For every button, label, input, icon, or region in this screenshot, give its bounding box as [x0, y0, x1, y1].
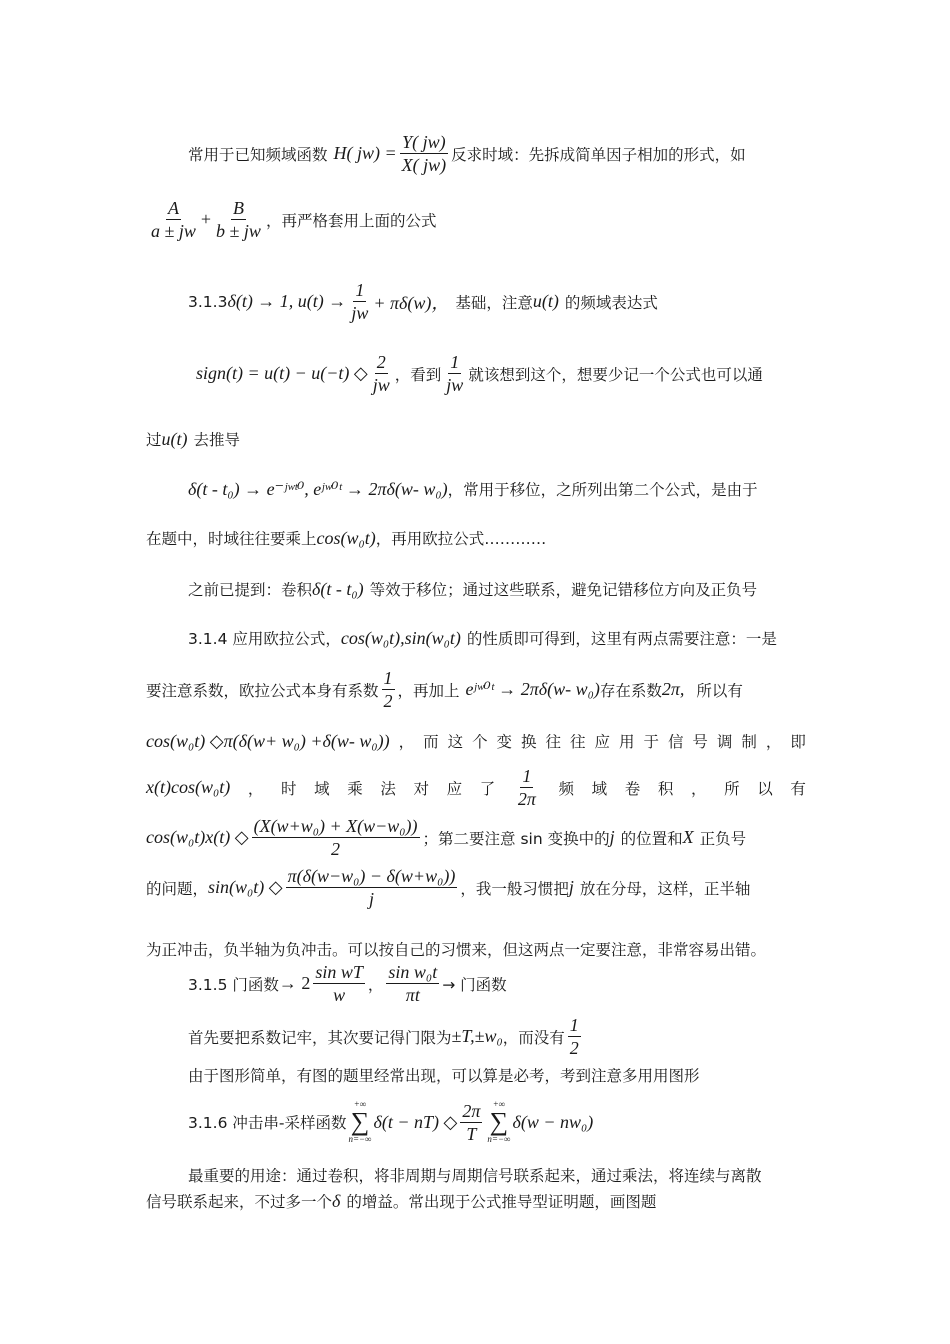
word: 时: [280, 779, 297, 798]
numerator: 2: [376, 352, 386, 372]
para-9: [188, 627, 806, 649]
math: j: [609, 827, 615, 847]
para-13: [146, 816, 806, 859]
denominator: j: [368, 889, 374, 909]
word: 于: [643, 733, 659, 751]
denominator: a ± jw: [151, 221, 196, 241]
text: ；第二要注意 sin 变换中的: [422, 829, 610, 848]
numerator: A: [167, 198, 179, 218]
text: 就该想到这个，想要少记一个公式也可以通: [468, 365, 763, 384]
denominator: jw: [446, 375, 464, 395]
text: 的问题，: [146, 879, 209, 898]
word: ，: [247, 779, 264, 798]
text: 基础，注意: [455, 293, 533, 312]
denominator: 2: [569, 1038, 579, 1058]
text: ，再加上: [397, 681, 460, 700]
numerator: 1: [450, 352, 460, 372]
text: ，而没有: [502, 1028, 565, 1047]
plus-sign: +: [200, 209, 212, 229]
word: 信: [667, 733, 684, 751]
para-4: [196, 352, 806, 395]
word: 法: [380, 779, 396, 798]
word: 乘: [347, 779, 363, 798]
word: 频: [558, 779, 574, 798]
math: δ(t - t₀) → e⁻ʲʷᵗ⁰, eʲʷ⁰ᵗ → 2πδ(w- w₀): [188, 478, 448, 499]
fraction: [460, 1101, 482, 1144]
text: 反求时域：先拆成简单因子相加的形式，如: [451, 145, 746, 164]
fraction: [313, 962, 365, 1005]
text: 在题中，时域往往要乘上: [146, 530, 317, 548]
numerator: 2π: [462, 1100, 481, 1121]
word: 往: [570, 733, 586, 751]
text: 所以有: [696, 681, 743, 700]
word: 有: [790, 779, 806, 798]
fraction: [349, 280, 370, 323]
math: + πδ(w)，: [373, 292, 450, 313]
para-12: [146, 766, 806, 809]
para-5: [146, 428, 806, 450]
text: ，: [367, 975, 384, 994]
word: 积: [657, 779, 674, 798]
para-15: [146, 938, 806, 960]
denominator: w: [333, 985, 346, 1005]
denominator: 2: [383, 691, 393, 711]
math: u(t): [161, 428, 188, 449]
math: δ: [332, 1190, 341, 1211]
word: 以: [757, 779, 773, 798]
word: 个: [472, 733, 488, 751]
word: 这: [447, 733, 464, 751]
para-3: [188, 280, 806, 323]
word: 而: [423, 733, 439, 751]
text: 的性质即可得到，这里有两点需要注意：一是: [466, 630, 777, 648]
word: 换: [521, 733, 537, 751]
text: 常用于已知频域函数: [188, 145, 328, 164]
para-7: [146, 527, 806, 549]
text: 存在系数: [599, 681, 662, 700]
word: 卷: [624, 779, 641, 798]
word: 往: [545, 733, 562, 751]
denominator: X( jw): [401, 155, 447, 175]
text: 信号联系起来，不过多一个: [146, 1193, 333, 1211]
fraction: [400, 132, 449, 175]
text: 的增益。常出现于公式推导型证明题，画图题: [346, 1193, 657, 1211]
math: sign(t) = u(t) − u(−t) ◇: [196, 363, 368, 383]
para-19: [188, 1100, 806, 1144]
text: 放在分母，这样，正半轴: [579, 879, 751, 898]
section-number: 3.1.6 冲击串-采样函数: [188, 1114, 347, 1132]
math: ±T,±w₀: [451, 1026, 503, 1046]
text: ，常用于移位，之所列出第二个公式，是由于: [447, 481, 758, 499]
math: sin(w₀t) ◇: [208, 877, 283, 897]
denominator: 2: [331, 839, 341, 859]
para-1: [188, 132, 806, 175]
text: 由于图形简单，有图的题里经常出现，可以算是必考，考到注意多用用图形: [188, 1067, 700, 1085]
fraction: [516, 766, 538, 809]
section-number: 3.1.5 门函数: [188, 975, 279, 994]
text: ，看到: [394, 365, 442, 384]
fraction: [286, 866, 458, 909]
math: δ(t - t₀): [312, 578, 364, 599]
para-11: [146, 730, 806, 752]
math: u(t): [532, 291, 559, 311]
word: 应: [446, 779, 463, 798]
text: ，再用欧拉公式…………: [375, 530, 547, 548]
text: 正负号: [699, 829, 747, 848]
numerator: B: [232, 198, 244, 218]
text: ，我一般习惯把: [460, 879, 569, 898]
text: 之前已提到：卷积: [188, 581, 313, 599]
fraction: [386, 962, 439, 1005]
para-8: [188, 578, 806, 600]
denominator: 2π: [517, 789, 536, 809]
para-10: [146, 668, 806, 711]
section-number: 3.1.3: [188, 292, 228, 311]
summation-icon: +∞ ∑ n=−∞: [348, 1099, 372, 1144]
math-h: H( jw) =: [333, 143, 397, 163]
text: 的频域表达式: [564, 293, 658, 312]
math: eʲʷ⁰ᵗ → 2πδ(w- w₀): [465, 679, 600, 699]
denominator: T: [466, 1123, 477, 1144]
text: ，再严格套用上面的公式: [265, 211, 437, 230]
para-16: [188, 962, 806, 1005]
math: cos(w₀t): [316, 527, 376, 548]
word: 调: [716, 733, 733, 751]
para-2: [146, 198, 806, 241]
numerator: sin w₀t: [388, 962, 438, 982]
word: 对: [413, 779, 429, 798]
word: ，: [765, 733, 782, 751]
text: 要注意系数，欧拉公式本身有系数: [146, 681, 379, 700]
summation-icon: +∞ ∑ n=−∞: [487, 1099, 511, 1144]
text: 去推导: [193, 431, 241, 449]
text: 最重要的用途：通过卷积，将非周期与周期信号联系起来，通过乘法，将连续与离散: [188, 1167, 762, 1185]
math: δ(w − nw₀): [512, 1111, 594, 1132]
para-21: [146, 1190, 806, 1212]
section-number: 3.1.4 应用欧拉公式，: [188, 630, 341, 648]
text: 等效于移位；通过这些联系，避免记错移位方向及正负号: [369, 581, 758, 599]
fraction: [444, 352, 465, 395]
numerator: (X(w+w₀) + X(w−w₀)): [253, 816, 418, 836]
lower-limit: n=−∞: [487, 1134, 511, 1144]
word: 应: [594, 733, 610, 751]
numerator: sin wT: [315, 962, 363, 982]
word: 号: [692, 733, 708, 751]
math: cos(w₀t)x(t) ◇: [146, 827, 249, 847]
math: cos(w₀t),sin(w₀t): [340, 627, 461, 648]
upper-limit: +∞: [492, 1099, 506, 1109]
numerator: 1: [355, 280, 365, 300]
word: ，: [398, 733, 415, 751]
fraction: [382, 668, 395, 711]
text: → 门函数: [442, 975, 507, 994]
denominator: jw: [351, 303, 369, 323]
fraction-a: [149, 198, 198, 241]
numerator: 1: [383, 668, 393, 688]
word: 变: [496, 733, 513, 751]
math: j: [568, 877, 574, 897]
fraction: [568, 1015, 581, 1058]
math: δ(t) → 1, u(t) →: [227, 291, 347, 311]
word: 域: [591, 779, 608, 798]
fraction: [371, 352, 392, 395]
math: 2π,: [661, 679, 685, 699]
text: 的位置和: [620, 829, 683, 848]
denominator: b ± jw: [216, 221, 261, 241]
para-18: [188, 1064, 806, 1086]
word: 用: [618, 733, 635, 751]
denominator: jw: [372, 375, 390, 395]
word: 制: [741, 733, 757, 751]
math: cos(w₀t) ◇π(δ(w+ w₀) +δ(w- w₀)): [146, 730, 390, 751]
numerator: Y( jw): [402, 132, 446, 152]
para-20: [188, 1164, 806, 1186]
denominator: πt: [405, 985, 420, 1005]
lower-limit: n=−∞: [348, 1134, 372, 1144]
para-17: [188, 1015, 806, 1058]
math: x(t)cos(w₀t): [146, 777, 231, 797]
word: 域: [314, 779, 330, 798]
math: δ(t − nT) ◇: [373, 1111, 458, 1132]
text: 为正冲击，负半轴为负冲击。可以按自己的习惯来，但这两点一定要注意，非常容易出错。: [146, 941, 767, 959]
math: → 2: [278, 973, 311, 993]
para-6: [188, 478, 806, 500]
fraction-b: [214, 198, 263, 241]
numerator: 1: [522, 766, 532, 786]
word: 了: [479, 779, 496, 798]
word: 即: [790, 733, 806, 751]
word: ，: [690, 779, 707, 798]
text: 过: [146, 431, 162, 449]
para-14: [146, 866, 806, 909]
math: X: [682, 827, 694, 847]
text: 首先要把系数记牢，其次要记得门限为: [188, 1028, 452, 1047]
fraction: [252, 816, 420, 859]
upper-limit: +∞: [353, 1099, 367, 1109]
numerator: π(δ(w−w₀) − δ(w+w₀)): [287, 866, 456, 886]
word: 所: [724, 779, 740, 798]
numerator: 1: [569, 1015, 579, 1035]
